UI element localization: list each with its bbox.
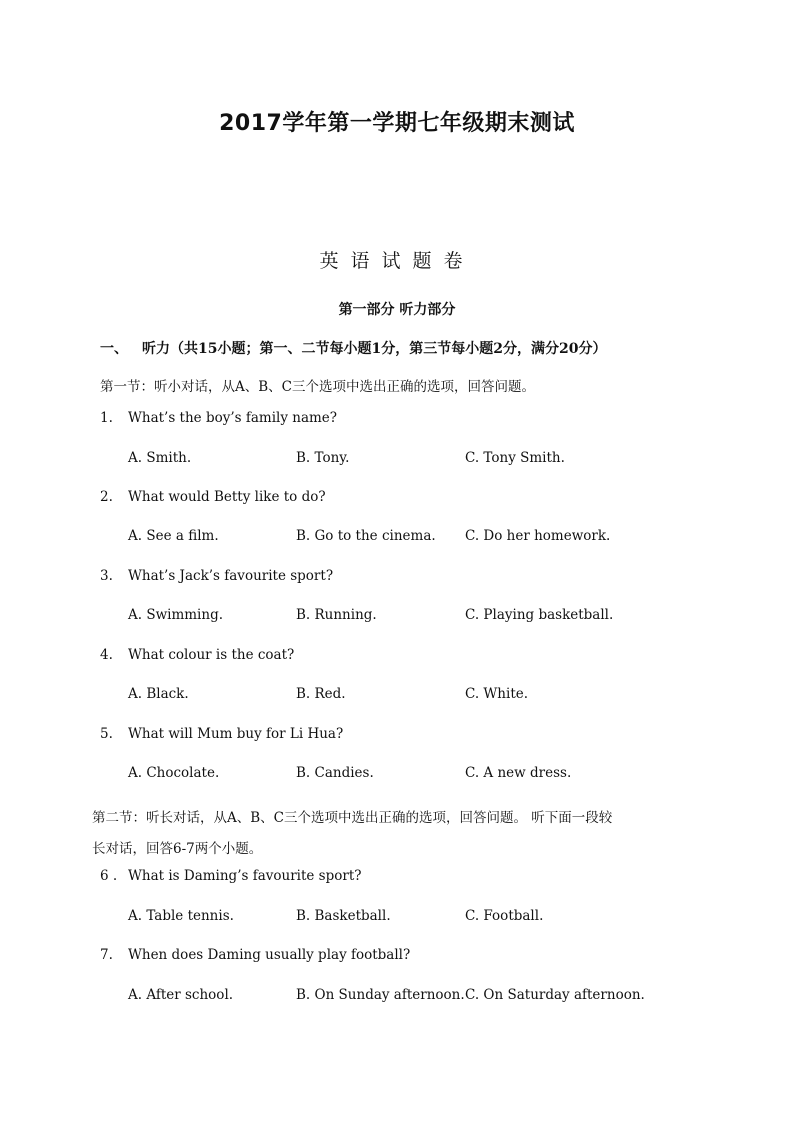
section-heading-text: 听力（共15小题；第一、二节每小题1分，第三节每小题2分，满分20分） <box>142 341 607 357</box>
option-b: B. Candies. <box>296 765 374 781</box>
question-1 <box>100 410 337 426</box>
part-title: 第一部分 听力部分 <box>338 302 456 318</box>
option-a: A. Chocolate. <box>128 765 220 781</box>
question-number: 1. <box>100 410 113 426</box>
option-c: C. Playing basketball. <box>465 607 614 623</box>
section-number: 一、 <box>100 341 128 357</box>
option-a: A. Smith. <box>128 450 192 466</box>
option-c: C. Tony Smith. <box>465 450 565 466</box>
option-c: C. Football. <box>465 908 544 924</box>
option-b: B. On Sunday afternoon. <box>296 987 465 1003</box>
question-7-options <box>128 987 648 1007</box>
question-text: What’s the boy’s family name? <box>128 410 338 426</box>
question-6-options <box>128 908 648 928</box>
option-c: C. White. <box>465 686 529 702</box>
question-text: What would Betty like to do? <box>128 489 326 505</box>
question-7 <box>100 947 410 963</box>
question-3-options <box>128 607 648 627</box>
option-a: A. See a film. <box>128 528 219 544</box>
exam-subtitle: 英语试题卷 <box>319 250 475 272</box>
option-a: A. Swimming. <box>128 607 224 623</box>
question-number: 3. <box>100 568 113 584</box>
option-c: C. A new dress. <box>465 765 572 781</box>
question-number: 6 . <box>100 868 118 884</box>
question-text: What colour is the coat? <box>128 647 295 663</box>
option-b: B. Go to the cinema. <box>296 528 436 544</box>
question-4 <box>100 647 294 663</box>
question-number: 4. <box>100 647 113 663</box>
question-6 <box>100 868 362 884</box>
question-text: What’s Jack’s favourite sport? <box>128 568 334 584</box>
option-b: B. Red. <box>296 686 346 702</box>
option-b: B. Tony. <box>296 450 350 466</box>
option-c: C. On Saturday afternoon. <box>465 987 645 1003</box>
section2-instruction: 第二节：听长对话，从A、B、C三个选项中选出正确的选项，回答问题。 听下面一段较长对话，回答6-7两个小题。 <box>92 810 613 857</box>
question-number: 5. <box>100 726 113 742</box>
question-number: 2. <box>100 489 113 505</box>
option-a: A. After school. <box>128 987 234 1003</box>
question-5-options <box>128 765 648 785</box>
question-number: 7. <box>100 947 113 963</box>
question-4-options <box>128 686 648 706</box>
option-a: A. Table tennis. <box>128 908 234 924</box>
exam-title: 2017学年第一学期七年级期末测试 <box>219 111 575 136</box>
question-1-options <box>128 450 648 470</box>
question-text: When does Daming usually play football? <box>128 947 411 963</box>
question-text: What will Mum buy for Li Hua? <box>128 726 344 742</box>
section1-instruction: 第一节：听小对话，从A、B、C三个选项中选出正确的选项，回答问题。 <box>100 379 535 395</box>
question-5 <box>100 726 343 742</box>
option-c: C. Do her homework. <box>465 528 611 544</box>
option-b: B. Running. <box>296 607 377 623</box>
option-a: A. Black. <box>128 686 189 702</box>
question-2 <box>100 489 326 505</box>
question-text: What is Daming’s favourite sport? <box>128 868 362 884</box>
section-heading <box>100 338 606 358</box>
question-2-options <box>128 528 648 548</box>
option-b: B. Basketball. <box>296 908 391 924</box>
question-3 <box>100 568 333 584</box>
